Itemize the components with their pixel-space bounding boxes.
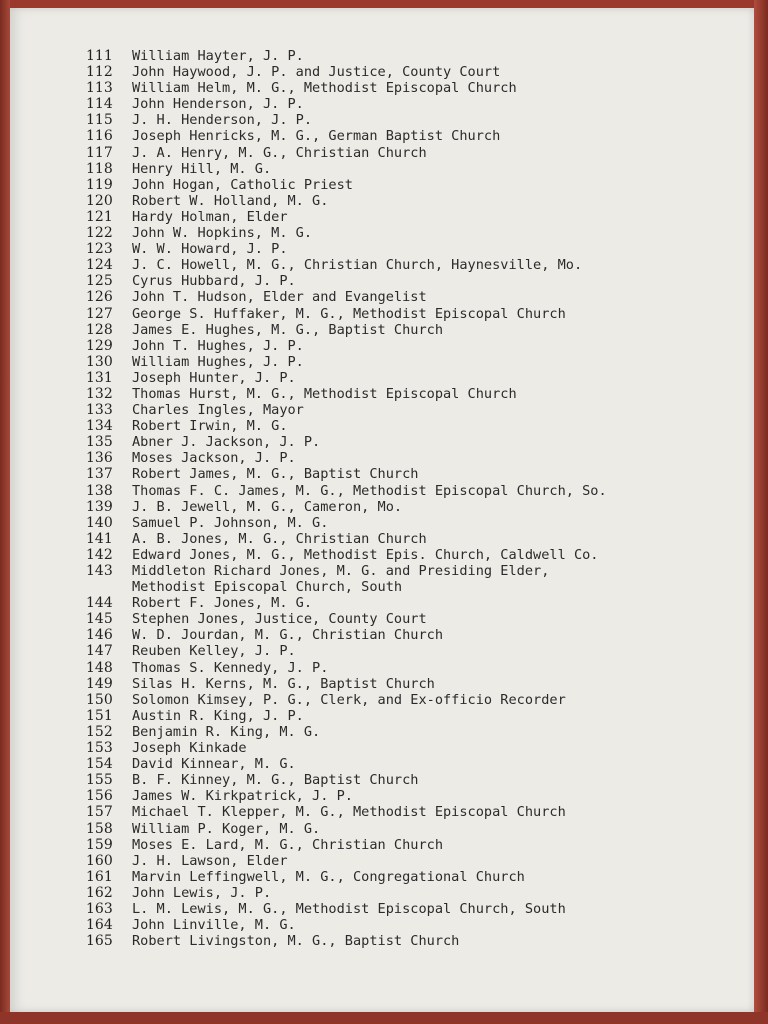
- entry-text: Middleton Richard Jones, M. G. and Presiding Elder,: [132, 563, 550, 579]
- entry-number: 150: [86, 691, 113, 708]
- list-item: [86, 579, 736, 595]
- entry-number: 162: [86, 884, 113, 901]
- entry-text: Stephen Jones, Justice, County Court: [132, 611, 427, 628]
- list-item: [86, 241, 736, 257]
- entry-number: 165: [86, 933, 113, 950]
- list-item: [86, 627, 736, 643]
- entry-number: 149: [86, 675, 113, 692]
- list-item: [86, 531, 736, 547]
- entry-text: Michael T. Klepper, M. G., Methodist Episcopal Church: [132, 804, 566, 821]
- book-binding-bottom: [0, 1012, 768, 1024]
- entry-number: 113: [86, 80, 113, 97]
- entry-text: John T. Hudson, Elder and Evangelist: [132, 289, 427, 306]
- entry-text: Marvin Leffingwell, M. G., Congregational Church: [132, 868, 525, 885]
- list-item: [86, 273, 736, 289]
- entry-number: 126: [86, 289, 113, 306]
- list-item: [86, 643, 736, 659]
- list-item: [86, 434, 736, 450]
- entry-text: L. M. Lewis, M. G., Methodist Episcopal Church, South: [132, 900, 566, 917]
- entry-number: 125: [86, 273, 113, 290]
- entry-text: Reuben Kelley, J. P.: [132, 643, 296, 660]
- entry-number: 161: [86, 868, 113, 885]
- list-item: [86, 692, 736, 708]
- entry-text: J. B. Jewell, M. G., Cameron, Mo.: [132, 498, 403, 515]
- entry-text: John Hogan, Catholic Priest: [132, 176, 353, 193]
- list-item: [86, 515, 736, 531]
- entry-text: Thomas F. C. James, M. G., Methodist Episcopal Church, So.: [132, 482, 607, 499]
- entry-number: 145: [86, 611, 113, 628]
- entry-number: 136: [86, 450, 113, 467]
- list-item: [86, 853, 736, 869]
- list-item: [86, 660, 736, 676]
- entry-number: 147: [86, 643, 113, 660]
- entry-text: James E. Hughes, M. G., Baptist Church: [132, 321, 443, 338]
- entry-number: 130: [86, 353, 113, 370]
- book-binding-left: [0, 0, 10, 1024]
- list-item: [86, 209, 736, 225]
- entry-number: 132: [86, 385, 113, 402]
- entry-text: J. H. Lawson, Elder: [132, 852, 288, 869]
- entry-number: 124: [86, 257, 113, 274]
- entry-text: Austin R. King, J. P.: [132, 707, 304, 724]
- entry-number: 135: [86, 434, 113, 451]
- list-item: [86, 499, 736, 515]
- list-item: [86, 901, 736, 917]
- entry-text: Cyrus Hubbard, J. P.: [132, 273, 296, 290]
- list-item: [86, 322, 736, 338]
- list-item: [86, 177, 736, 193]
- entry-number: 119: [86, 176, 113, 193]
- list-item: [86, 306, 736, 322]
- entry-number: 131: [86, 369, 113, 386]
- entry-text: John T. Hughes, J. P.: [132, 337, 304, 354]
- list-item: [86, 193, 736, 209]
- entry-text: William Hayter, J. P.: [132, 48, 304, 64]
- entry-number: 156: [86, 788, 113, 805]
- list-item: [86, 676, 736, 692]
- entry-number: 123: [86, 241, 113, 258]
- entry-text: Methodist Episcopal Church, South: [132, 579, 403, 596]
- entry-number: 159: [86, 836, 113, 853]
- list-item: [86, 595, 736, 611]
- entry-number: 143: [86, 563, 113, 579]
- entry-number: 153: [86, 740, 113, 757]
- entry-number: 134: [86, 418, 113, 435]
- list-item: [86, 885, 736, 901]
- entry-text: William P. Koger, M. G.: [132, 820, 321, 837]
- entry-text: W. D. Jourdan, M. G., Christian Church: [132, 627, 443, 644]
- entry-number: 129: [86, 337, 113, 354]
- entry-text: W. W. Howard, J. P.: [132, 241, 288, 258]
- entry-number: 139: [86, 498, 113, 515]
- entry-text: Thomas Hurst, M. G., Methodist Episcopal Church: [132, 385, 517, 402]
- entry-number: 148: [86, 659, 113, 676]
- entry-number: 133: [86, 402, 113, 419]
- entry-text: Benjamin R. King, M. G.: [132, 723, 321, 740]
- entry-text: John Lewis, J. P.: [132, 884, 272, 901]
- entry-number: 154: [86, 756, 113, 773]
- entry-number: 115: [86, 112, 113, 129]
- entry-text: John Henderson, J. P.: [132, 96, 304, 113]
- list-item: [86, 756, 736, 772]
- entry-number: 128: [86, 321, 113, 338]
- list-item: [86, 917, 736, 933]
- list-item: [86, 64, 736, 80]
- entry-number: 120: [86, 192, 113, 209]
- list-item: [86, 402, 736, 418]
- entry-text: Robert Irwin, M. G.: [132, 418, 288, 435]
- list-item: [86, 772, 736, 788]
- list-item: [86, 257, 736, 273]
- entry-text: Moses Jackson, J. P.: [132, 450, 296, 467]
- list-item: [86, 289, 736, 305]
- list-item: [86, 450, 736, 466]
- list-item: [86, 370, 736, 386]
- entry-number: 163: [86, 900, 113, 917]
- list-item: [86, 708, 736, 724]
- entry-text: Joseph Kinkade: [132, 740, 247, 757]
- list-item: [86, 821, 736, 837]
- list-item: [86, 48, 736, 64]
- entry-number: 140: [86, 514, 113, 531]
- entry-text: Solomon Kimsey, P. G., Clerk, and Ex-officio Recorder: [132, 691, 566, 708]
- entry-text: David Kinnear, M. G.: [132, 756, 296, 773]
- list-item: [86, 338, 736, 354]
- list-item: [86, 804, 736, 820]
- entry-number: 152: [86, 723, 113, 740]
- list-item: [86, 418, 736, 434]
- entry-text: William Helm, M. G., Methodist Episcopal Church: [132, 80, 517, 97]
- entry-number: 127: [86, 305, 113, 322]
- list-item: [86, 933, 736, 949]
- list-item: [86, 225, 736, 241]
- entry-number: 138: [86, 482, 113, 499]
- list-item: [86, 128, 736, 144]
- entry-number: 157: [86, 804, 113, 821]
- entry-number: 121: [86, 208, 113, 225]
- entry-number: 137: [86, 466, 113, 483]
- entry-text: Silas H. Kerns, M. G., Baptist Church: [132, 675, 435, 692]
- list-item: [86, 112, 736, 128]
- entry-text: Joseph Henricks, M. G., German Baptist Church: [132, 128, 501, 145]
- list-item: [86, 869, 736, 885]
- list-item: [86, 788, 736, 804]
- entry-number: 118: [86, 160, 113, 177]
- entry-text: Henry Hill, M. G.: [132, 160, 272, 177]
- list-item: [86, 96, 736, 112]
- entry-number: 117: [86, 144, 113, 161]
- entry-number: 116: [86, 128, 113, 145]
- entry-number: 144: [86, 595, 113, 612]
- entry-number: 111: [86, 48, 113, 64]
- list-item: [86, 563, 736, 579]
- entry-number: 151: [86, 707, 113, 724]
- list-item: [86, 483, 736, 499]
- entry-text: Samuel P. Johnson, M. G.: [132, 514, 329, 531]
- entry-text: Charles Ingles, Mayor: [132, 402, 304, 419]
- entry-text: J. C. Howell, M. G., Christian Church, Haynesville, Mo.: [132, 257, 583, 274]
- entry-text: John Haywood, J. P. and Justice, County Court: [132, 64, 501, 81]
- entry-number: 112: [86, 64, 113, 81]
- entry-text: Joseph Hunter, J. P.: [132, 369, 296, 386]
- list-item: [86, 145, 736, 161]
- entry-text: Moses E. Lard, M. G., Christian Church: [132, 836, 443, 853]
- entry-text: A. B. Jones, M. G., Christian Church: [132, 530, 427, 547]
- entry-number: 114: [86, 96, 113, 113]
- entry-number: 158: [86, 820, 113, 837]
- list-item: [86, 611, 736, 627]
- book-binding-right: [754, 0, 768, 1024]
- entry-text: George S. Huffaker, M. G., Methodist Episcopal Church: [132, 305, 566, 322]
- list-item: [86, 354, 736, 370]
- entry-text: Abner J. Jackson, J. P.: [132, 434, 321, 451]
- entry-number: 122: [86, 225, 113, 242]
- entry-text: Robert F. Jones, M. G.: [132, 595, 313, 612]
- list-item: [86, 547, 736, 563]
- entry-text: Thomas S. Kennedy, J. P.: [132, 659, 329, 676]
- entry-text: Robert James, M. G., Baptist Church: [132, 466, 419, 483]
- list-item: [86, 466, 736, 482]
- list-item: [86, 161, 736, 177]
- entry-text: John Linville, M. G.: [132, 917, 296, 934]
- entry-text: Hardy Holman, Elder: [132, 208, 288, 225]
- entry-number: 141: [86, 530, 113, 547]
- list-item: [86, 724, 736, 740]
- entry-number: 155: [86, 772, 113, 789]
- entry-text: William Hughes, J. P.: [132, 353, 304, 370]
- entry-text: James W. Kirkpatrick, J. P.: [132, 788, 353, 805]
- entry-number: 146: [86, 627, 113, 644]
- entry-list: [86, 48, 736, 949]
- entry-number: 142: [86, 546, 113, 563]
- entry-text: John W. Hopkins, M. G.: [132, 225, 313, 242]
- list-item: [86, 80, 736, 96]
- document-page: [10, 8, 754, 1012]
- entry-text: J. H. Henderson, J. P.: [132, 112, 313, 129]
- list-item: [86, 837, 736, 853]
- entry-text: Edward Jones, M. G., Methodist Epis. Church, Caldwell Co.: [132, 546, 599, 563]
- list-item: [86, 386, 736, 402]
- list-item: [86, 740, 736, 756]
- entry-number: 164: [86, 917, 113, 934]
- entry-number: 160: [86, 852, 113, 869]
- entry-text: Robert W. Holland, M. G.: [132, 192, 329, 209]
- entry-text: J. A. Henry, M. G., Christian Church: [132, 144, 427, 161]
- entry-text: Robert Livingston, M. G., Baptist Church: [132, 933, 460, 950]
- entry-text: B. F. Kinney, M. G., Baptist Church: [132, 772, 419, 789]
